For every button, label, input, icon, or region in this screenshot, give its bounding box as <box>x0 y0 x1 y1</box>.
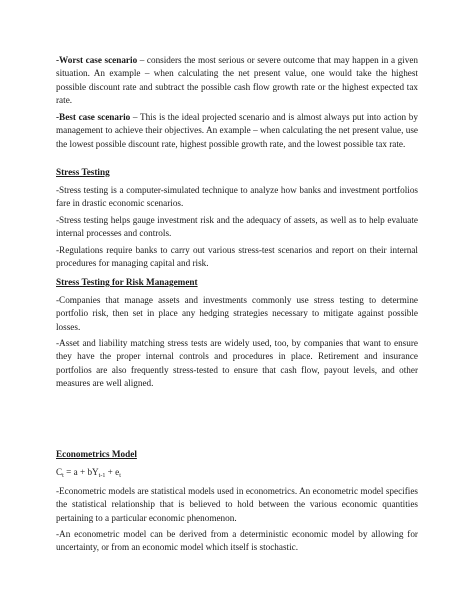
econometrics-heading: Econometrics Model <box>56 449 137 459</box>
worst-case-label: -Worst case scenario <box>56 55 138 65</box>
econometrics-equation: $C_t = a + bY_{t-1} + e_t$ <box>56 467 121 479</box>
worst-case-paragraph <box>56 54 418 108</box>
stress-testing-paragraph-2: -Stress testing helps gauge investment risk and the adequacy of assets, as well as to help evaluate internal processes and controls. <box>56 215 418 239</box>
risk-management-paragraph-2: -Asset and liability matching stress tests are widely used, too, by companies that want to ensure they have the proper internal controls and procedures in place. Retirement and insurance portfolios are also frequently stress-tested to ensure that cash flow, payout levels, and other measures are well aligned. <box>56 338 418 389</box>
best-case-paragraph <box>56 111 418 151</box>
risk-management-paragraph-1: -Companies that manage assets and investments commonly use stress testing to determine portfolio risk, then set in place any hedging strategies necessary to mitigate against possible losses. <box>56 295 418 332</box>
econometrics-paragraph-2: -An econometric model can be derived from a deterministic economic model by allowing for uncertainty, or from an economic model which itself is stochastic. <box>56 529 418 553</box>
econometrics-paragraph-1: -Econometric models are statistical models used in econometrics. An econometric model specifies the statistical relationship that is believed to hold between the various economic quantities pertaining to a particular economic phenomenon. <box>56 486 418 523</box>
best-case-label: -Best case scenario <box>56 112 131 122</box>
best-case-text: – This is the ideal projected scenario and is almost always put into action by management to achieve their objectives. An example – when calculating the net present value, use the lowest possible discount rate, highest possible growth rate, and the lowest possible tax rate. <box>56 112 418 149</box>
stress-testing-paragraph-1: -Stress testing is a computer-simulated technique to analyze how banks and investment portfolios fare in drastic economic scenarios. <box>56 185 418 209</box>
risk-management-heading: Stress Testing for Risk Management <box>56 277 198 287</box>
worst-case-text: – considers the most serious or severe outcome that may happen in a given situation. An example – when calculating the net present value, one would take the highest possible discount rate and subtract the possible cash flow growth rate or the highest expected tax rate. <box>56 55 419 106</box>
stress-testing-paragraph-3: -Regulations require banks to carry out various stress-test scenarios and report on their internal procedures for managing capital and risk. <box>56 245 418 269</box>
stress-testing-heading: Stress Testing <box>56 167 110 177</box>
